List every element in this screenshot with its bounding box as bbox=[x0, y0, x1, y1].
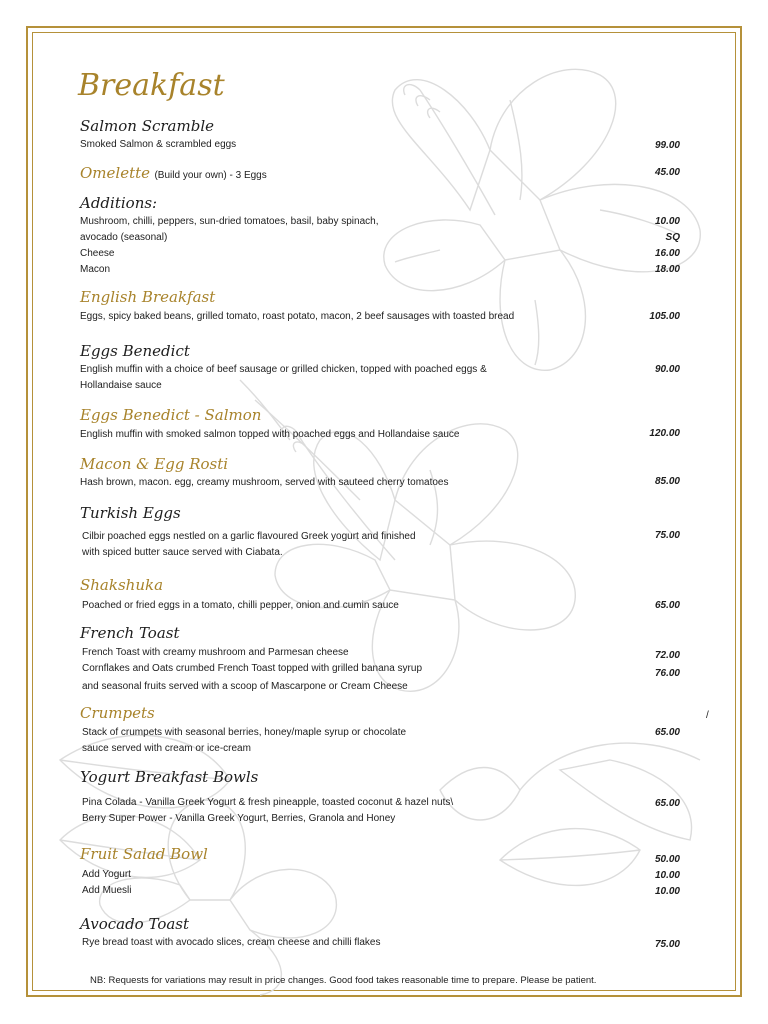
item-price-shakshuka: 65.00 bbox=[654, 600, 680, 611]
item-price-macon-egg-rosti: 85.00 bbox=[654, 476, 680, 487]
item-omelette bbox=[80, 164, 267, 183]
item-desc-english-breakfast: Eggs, spicy baked beans, grilled tomato, roast potato, macon, 2 beef sausages with toasted bread bbox=[80, 311, 515, 322]
item-desc-macon-egg-rosti: Hash brown, macon. egg, creamy mushroom, served with sauteed cherry tomatoes bbox=[80, 477, 449, 488]
footer-note: NB: Requests for variations may result in price changes. Good food takes reasonable time to prepare. Please be patient. bbox=[90, 975, 597, 986]
item-price-salmon-scramble: 99.00 bbox=[654, 140, 680, 151]
addition-line: avocado (seasonal) bbox=[80, 232, 168, 243]
item-name-shakshuka: Shakshuka bbox=[80, 576, 164, 594]
item-name-macon-egg-rosti: Macon & Egg Rosti bbox=[80, 455, 229, 473]
section-name-additions: Additions: bbox=[80, 194, 158, 212]
item-desc-crumpets: sauce served with cream or ice-cream bbox=[82, 743, 251, 754]
item-name-french-toast: French Toast bbox=[80, 624, 180, 642]
item-desc-fruit-salad: Add Muesli bbox=[82, 885, 132, 896]
item-desc-eggs-benedict: Hollandaise sauce bbox=[80, 380, 162, 391]
item-name-avocado-toast: Avocado Toast bbox=[80, 915, 190, 933]
addition-line: Mushroom, chilli, peppers, sun-dried tomatoes, basil, baby spinach, bbox=[80, 216, 379, 227]
item-price-french-toast: 72.00 bbox=[654, 650, 680, 661]
item-name-eggs-benedict-salmon: Eggs Benedict - Salmon bbox=[80, 406, 262, 424]
menu-title: Breakfast bbox=[78, 68, 225, 103]
addition-price: 10.00 bbox=[654, 216, 680, 227]
addition-line: Macon bbox=[80, 264, 111, 275]
item-name-fruit-salad: Fruit Salad Bowl bbox=[80, 845, 208, 863]
item-name-eggs-benedict: Eggs Benedict bbox=[80, 342, 190, 360]
item-desc-yogurt-bowls: Berry Super Power - Vanilla Greek Yogurt, Berries, Granola and Honey bbox=[82, 813, 396, 824]
item-name-english-breakfast: English Breakfast bbox=[80, 288, 216, 306]
item-price-french-toast-crumbed: 76.00 bbox=[654, 668, 680, 679]
item-price-yogurt-bowls: 65.00 bbox=[654, 798, 680, 809]
item-price-fruit-salad: 50.00 bbox=[654, 854, 680, 865]
addition-line: Cheese bbox=[80, 248, 115, 259]
item-desc-turkish-eggs: with spiced butter sauce served with Ciabata. bbox=[82, 547, 283, 558]
item-desc-french-toast: Cornflakes and Oats crumbed French Toast topped with grilled banana syrup bbox=[82, 663, 423, 674]
addition-price: 16.00 bbox=[654, 248, 680, 259]
item-desc-fruit-salad: Add Yogurt bbox=[82, 869, 131, 880]
item-desc-shakshuka: Poached or fried eggs in a tomato, chilli pepper, onion and cumin sauce bbox=[82, 600, 399, 611]
addition-price: 18.00 bbox=[654, 264, 680, 275]
item-price-english-breakfast: 105.00 bbox=[649, 311, 680, 322]
item-price-turkish-eggs: 75.00 bbox=[654, 530, 680, 541]
item-price-eggs-benedict-salmon: 120.00 bbox=[649, 428, 680, 439]
item-name-yogurt-bowls: Yogurt Breakfast Bowls bbox=[80, 768, 259, 786]
item-desc-salmon-scramble: Smoked Salmon & scrambled eggs bbox=[80, 139, 237, 150]
item-price-eggs-benedict: 90.00 bbox=[654, 364, 680, 375]
item-desc-crumpets: Stack of crumpets with seasonal berries, honey/maple syrup or chocolate bbox=[82, 727, 407, 738]
item-price-avocado-toast: 75.00 bbox=[654, 939, 680, 950]
item-name-omelette: Omelette bbox=[80, 164, 151, 182]
item-price-omelette: 45.00 bbox=[654, 167, 680, 178]
stray-mark: / bbox=[706, 710, 709, 721]
item-desc-french-toast: French Toast with creamy mushroom and Parmesan cheese bbox=[82, 647, 349, 658]
item-desc-french-toast: and seasonal fruits served with a scoop of Mascarpone or Cream Cheese bbox=[82, 681, 408, 692]
item-suffix-omelette: (Build your own) - 3 Eggs bbox=[154, 170, 267, 181]
item-price-add-yogurt: 10.00 bbox=[654, 870, 680, 881]
item-desc-turkish-eggs: Cilbir poached eggs nestled on a garlic flavoured Greek yogurt and finished bbox=[82, 531, 416, 542]
item-price-add-muesli: 10.00 bbox=[654, 886, 680, 897]
item-name-salmon-scramble: Salmon Scramble bbox=[80, 117, 214, 135]
item-desc-avocado-toast: Rye bread toast with avocado slices, cream cheese and chilli flakes bbox=[82, 937, 381, 948]
item-name-turkish-eggs: Turkish Eggs bbox=[80, 504, 181, 522]
item-price-crumpets: 65.00 bbox=[654, 727, 680, 738]
item-desc-yogurt-bowls: Pina Colada - Vanilla Greek Yogurt & fresh pineapple, toasted coconut & hazel nuts\ bbox=[82, 797, 454, 808]
item-desc-eggs-benedict: English muffin with a choice of beef sausage or grilled chicken, topped with poached eggs & bbox=[80, 364, 487, 375]
item-name-crumpets: Crumpets bbox=[80, 704, 155, 722]
addition-price: SQ bbox=[665, 232, 680, 243]
item-desc-eggs-benedict-salmon: English muffin with smoked salmon topped with poached eggs and Hollandaise sauce bbox=[80, 429, 460, 440]
